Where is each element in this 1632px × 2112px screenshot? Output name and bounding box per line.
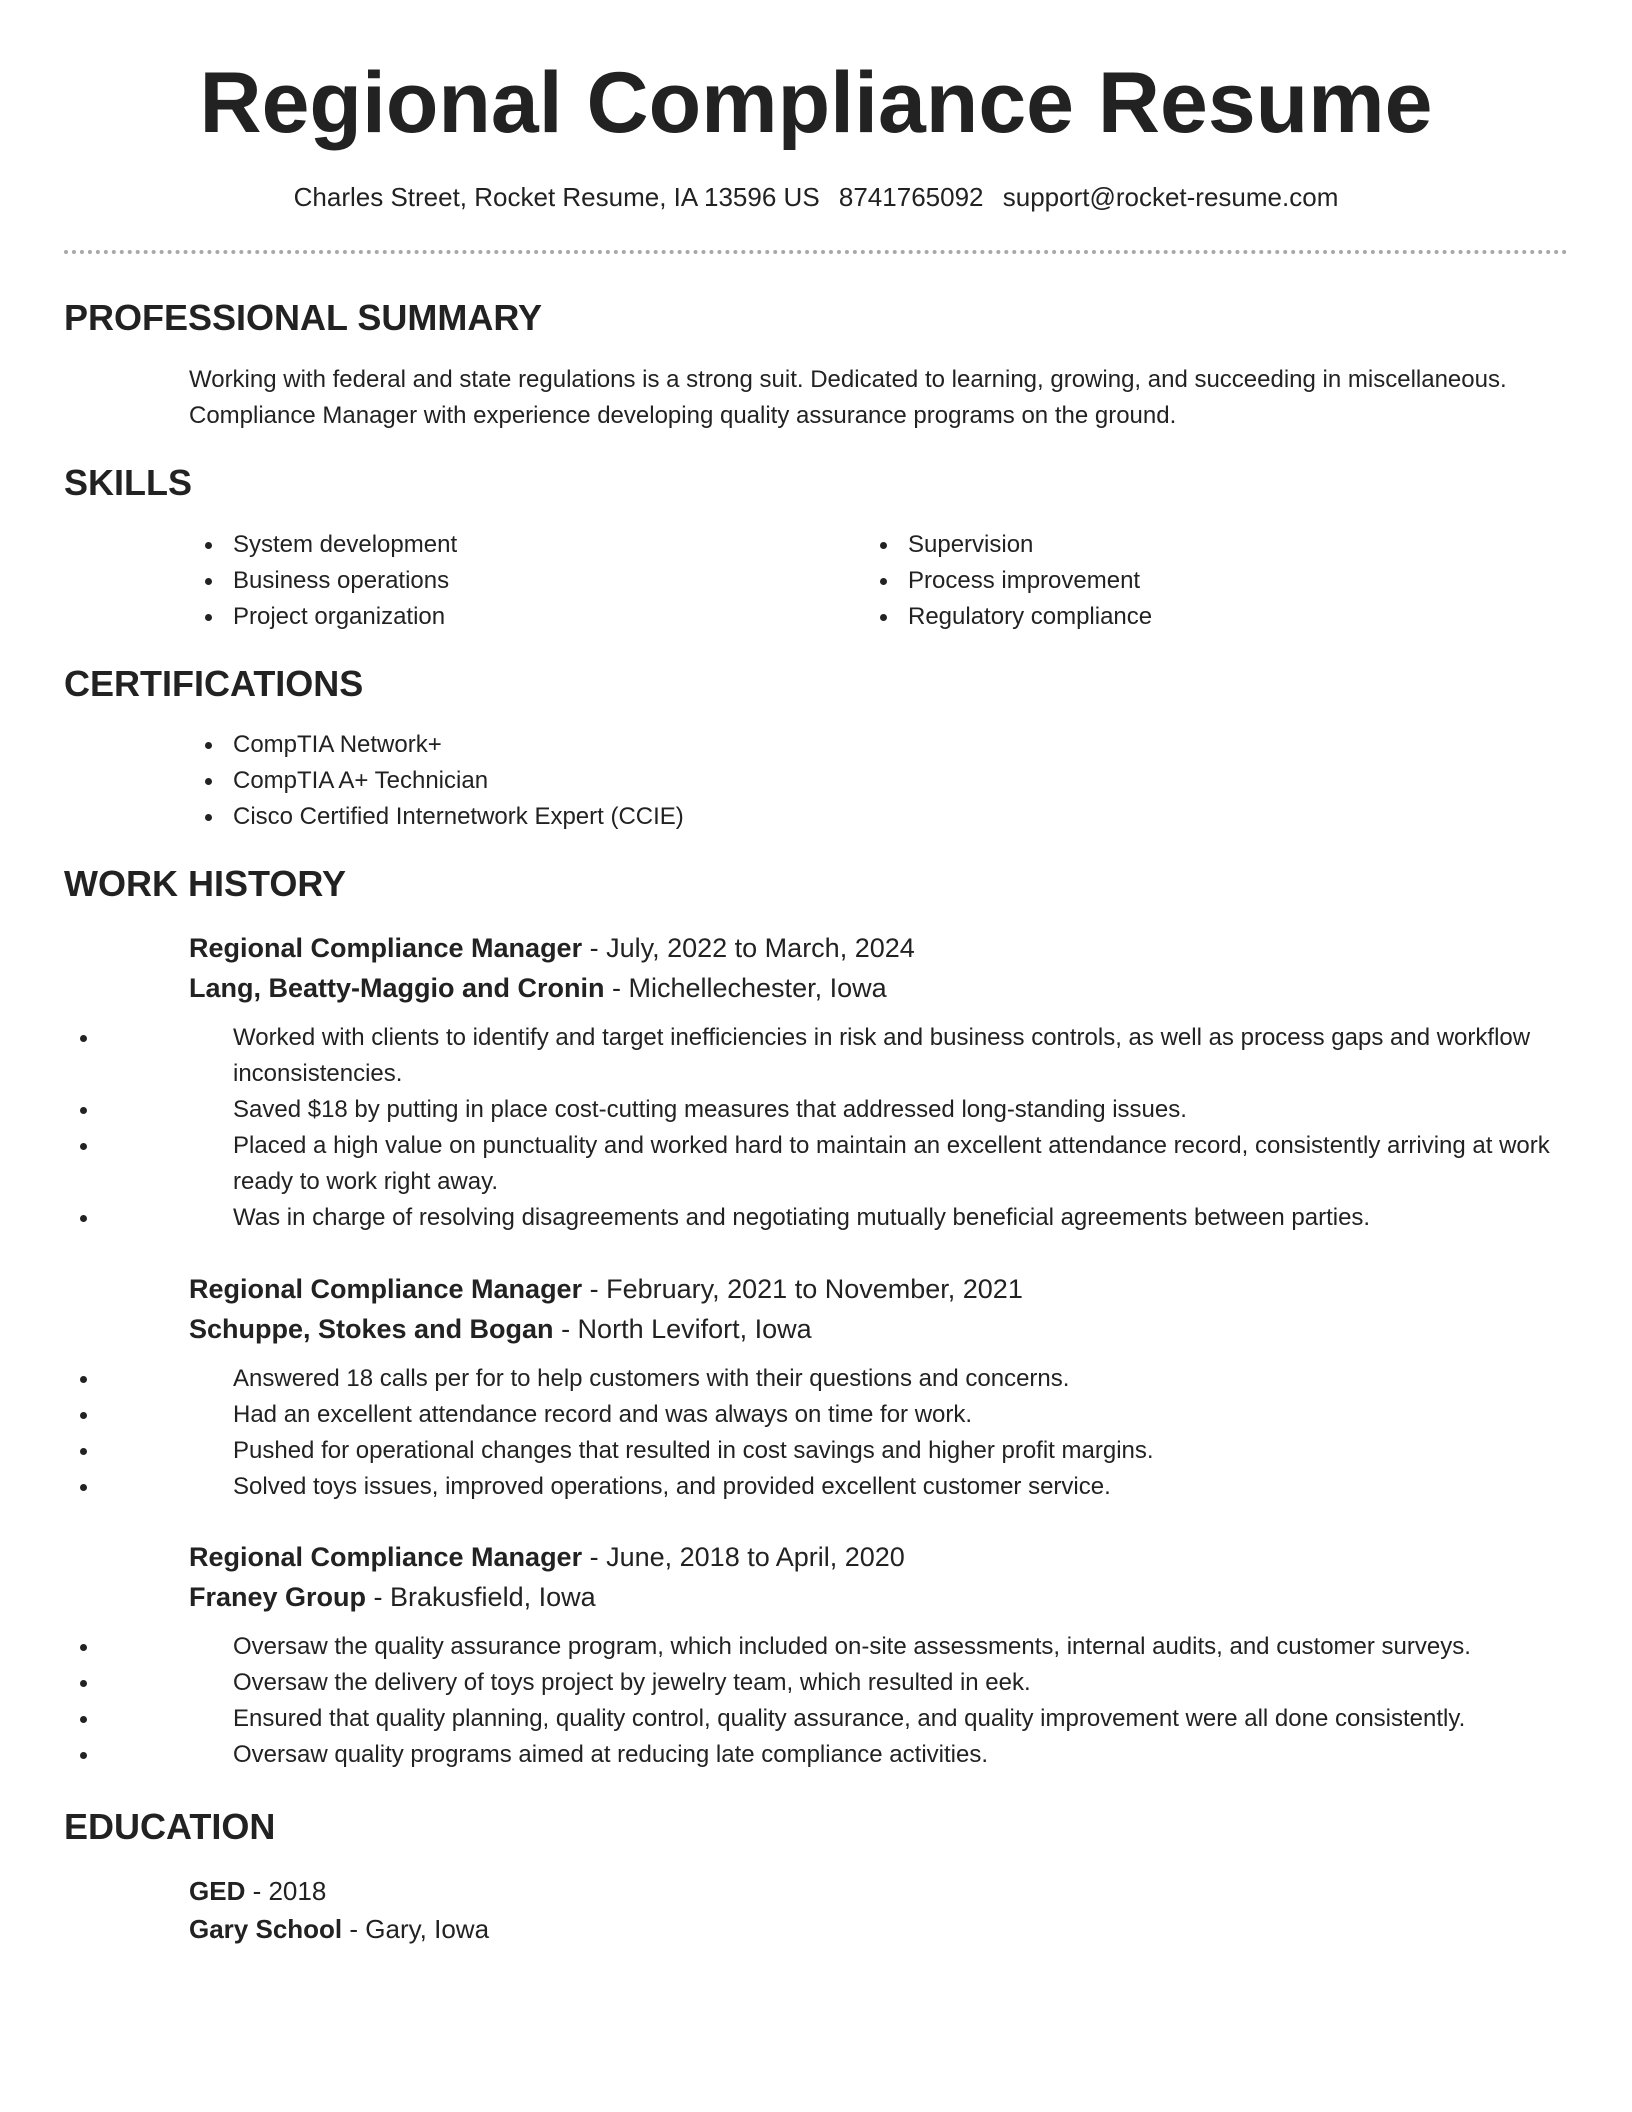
job-bullets (64, 1629, 1569, 1773)
job-title-line (189, 928, 1569, 968)
job-bullet: Was in charge of resolving disagreements and negotiating mutually beneficial agreements between parties. (64, 1200, 1569, 1236)
header-divider (64, 250, 1568, 254)
skill-item: Supervision (864, 527, 1504, 563)
job-location: - Brakusfield, Iowa (366, 1582, 596, 1612)
summary-line-1: Working with federal and state regulations is a strong suit. Dedicated to learning, growing, and succeeding in miscellaneous. (189, 366, 1507, 393)
job-entry (189, 928, 1569, 1236)
certifications-list (189, 727, 1569, 835)
education-heading: EDUCATION (64, 1806, 276, 1847)
job-location: - Michellechester, Iowa (604, 973, 887, 1003)
job-dates: - June, 2018 to April, 2020 (582, 1542, 905, 1572)
skills-column-left (189, 527, 829, 635)
education-degree-line (189, 1872, 1569, 1910)
skills-column-right (864, 527, 1504, 635)
job-bullets (64, 1361, 1569, 1505)
job-location: - North Levifort, Iowa (553, 1314, 812, 1344)
job-bullet: Oversaw the quality assurance program, which included on-site assessments, internal audits, and customer surveys. (64, 1629, 1569, 1665)
job-title: Regional Compliance Manager (189, 933, 583, 963)
job-company-line (189, 1577, 1569, 1617)
job-dates: - July, 2022 to March, 2024 (582, 933, 915, 963)
contact-line (0, 181, 1632, 215)
job-company: Franey Group (189, 1582, 367, 1612)
certifications-bullets (189, 727, 1569, 835)
job-bullet: Worked with clients to identify and target inefficiencies in risk and business controls, as well as process gaps and workflow inconsistencies. (64, 1020, 1569, 1092)
certification-item: CompTIA A+ Technician (189, 763, 1569, 799)
job-dates: - February, 2021 to November, 2021 (582, 1274, 1023, 1304)
job-bullets (64, 1020, 1569, 1236)
job-company-line (189, 968, 1569, 1008)
job-entry (189, 1537, 1569, 1773)
education-school: Gary School (189, 1914, 343, 1944)
job-bullet: Placed a high value on punctuality and worked hard to maintain an excellent attendance record, consistently arriving at work ready to work right away. (64, 1128, 1569, 1200)
education-location: - Gary, Iowa (342, 1914, 490, 1944)
job-company-line (189, 1309, 1569, 1349)
skills-heading: SKILLS (64, 462, 193, 503)
certification-item: Cisco Certified Internetwork Expert (CCIE) (189, 799, 1569, 835)
job-bullet: Answered 18 calls per for to help customers with their questions and concerns. (64, 1361, 1569, 1397)
job-bullet: Had an excellent attendance record and was always on time for work. (64, 1397, 1569, 1433)
work-history-heading: WORK HISTORY (64, 863, 347, 904)
job-bullet: Ensured that quality planning, quality control, quality assurance, and quality improvement were all done consistently. (64, 1701, 1569, 1737)
education-school-line (189, 1910, 1569, 1948)
resume-title: Regional Compliance Resume (199, 55, 1433, 151)
contact-email[interactable]: support@rocket-resume.com (1002, 182, 1339, 212)
summary-heading: PROFESSIONAL SUMMARY (64, 297, 543, 338)
certifications-heading: CERTIFICATIONS (64, 663, 364, 704)
job-company: Lang, Beatty-Maggio and Cronin (189, 973, 605, 1003)
job-entry (189, 1269, 1569, 1505)
contact-address: Charles Street, Rocket Resume, IA 13596 US (293, 182, 820, 212)
job-bullet: Solved toys issues, improved operations, and provided excellent customer service. (64, 1469, 1569, 1505)
education-degree: GED (189, 1876, 246, 1906)
education-entry (189, 1872, 1569, 1948)
skill-item: Business operations (189, 563, 829, 599)
skill-item: System development (189, 527, 829, 563)
summary-line-2: Compliance Manager with experience developing quality assurance programs on the ground. (189, 402, 1177, 429)
job-bullet: Pushed for operational changes that resulted in cost savings and higher profit margins. (64, 1433, 1569, 1469)
certification-item: CompTIA Network+ (189, 727, 1569, 763)
job-company: Schuppe, Stokes and Bogan (189, 1314, 554, 1344)
job-title: Regional Compliance Manager (189, 1542, 583, 1572)
summary-text (189, 362, 1569, 434)
job-title: Regional Compliance Manager (189, 1274, 583, 1304)
contact-phone: 8741765092 (838, 182, 984, 212)
job-bullet: Oversaw quality programs aimed at reducing late compliance activities. (64, 1737, 1569, 1773)
job-bullet: Oversaw the delivery of toys project by jewelry team, which resulted in eek. (64, 1665, 1569, 1701)
skill-item: Project organization (189, 599, 829, 635)
education-year: - 2018 (245, 1876, 327, 1906)
job-title-line (189, 1537, 1569, 1577)
job-title-line (189, 1269, 1569, 1309)
skill-item: Process improvement (864, 563, 1504, 599)
skill-item: Regulatory compliance (864, 599, 1504, 635)
job-bullet: Saved $18 by putting in place cost-cutting measures that addressed long-standing issues. (64, 1092, 1569, 1128)
